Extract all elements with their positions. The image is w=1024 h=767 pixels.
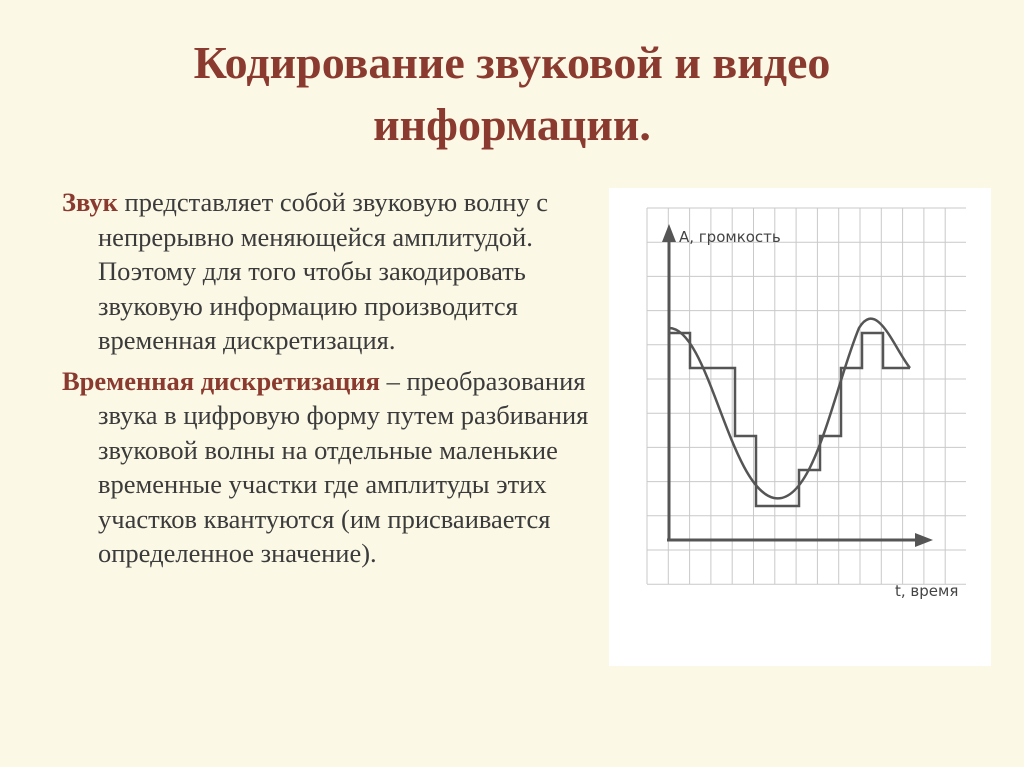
slide-title-line-2: информации. (373, 99, 651, 150)
sampled-step-line (669, 333, 910, 506)
slide-title-line-1: Кодирование звуковой и видео (193, 37, 831, 88)
sound-wave-curve (669, 319, 910, 499)
body-text (62, 185, 602, 577)
axes (662, 224, 933, 547)
y-axis-label: А, громкость (679, 228, 781, 246)
paragraph-sound-text: представляет собой звуковую волну с непрерывно меняющейся амплитудой. Поэтому для того чтобы закодировать звуковую информацию производится временная дискретизация. (98, 187, 549, 355)
paragraph-time-sampling (62, 364, 602, 571)
paragraph-sound (62, 185, 602, 358)
term-sound: Звук (62, 187, 118, 217)
sampling-diagram (609, 188, 991, 666)
x-axis-label: t, время (895, 582, 959, 600)
grid-lines (647, 208, 966, 584)
paragraph-time-sampling-text: – преобразования звука в цифровую форму путем разбивания звуковой волны на отдельные маленькие временные участки где амплитуды этих участков квантуются (им присваивается определенное значение). (98, 365, 589, 568)
y-axis-arrow (662, 224, 676, 242)
slide-title (40, 32, 984, 156)
term-time-sampling: Временная дискретизация (62, 365, 380, 396)
